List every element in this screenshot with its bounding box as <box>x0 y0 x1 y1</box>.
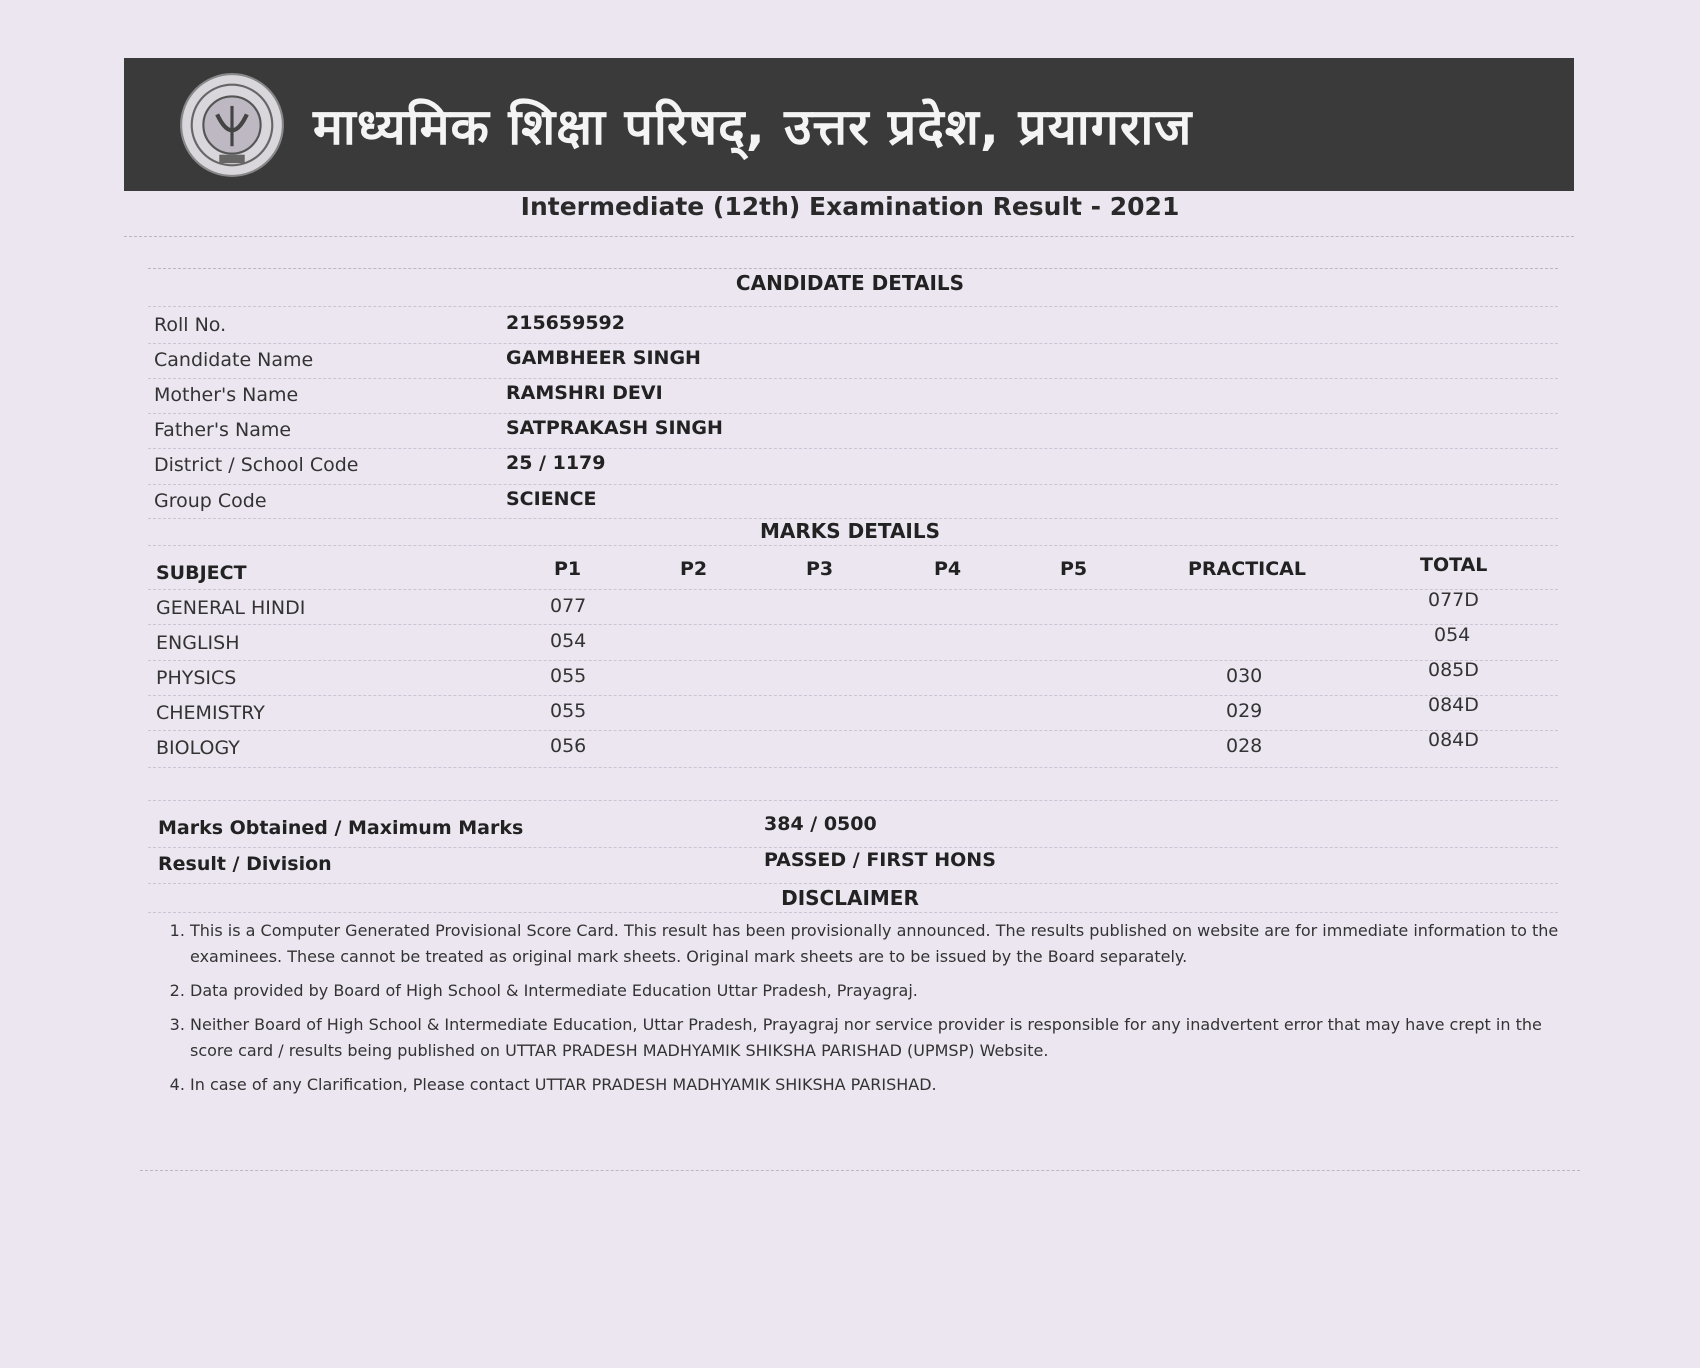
practical-cell: 030 <box>1226 665 1263 687</box>
result-division-value: PASSED / FIRST HONS <box>764 849 996 871</box>
marks-summary-row <box>158 811 1558 847</box>
mother-name-row <box>154 378 1554 413</box>
divider <box>140 1170 1580 1171</box>
divider <box>148 268 1558 269</box>
roll-no-value: 215659592 <box>506 312 625 334</box>
disclaimer-item: 4. In case of any Clarification, Please contact UTTAR PRADESH MADHYAMIK SHIKSHA PARISHAD. <box>190 1072 1580 1098</box>
p1-cell: 055 <box>550 665 587 687</box>
total-cell: 084D <box>1428 694 1479 716</box>
table-row <box>154 661 1554 696</box>
result-division-label: Result / Division <box>158 853 332 875</box>
header-banner <box>124 58 1574 191</box>
practical-cell: 028 <box>1226 735 1263 757</box>
subject-cell: ENGLISH <box>156 632 240 654</box>
disclaimer-heading: DISCLAIMER <box>781 886 919 910</box>
p1-cell: 056 <box>550 735 587 757</box>
table-row <box>154 696 1554 731</box>
p1-cell: 055 <box>550 700 587 722</box>
subject-cell: GENERAL HINDI <box>156 597 306 619</box>
p1-cell: 077 <box>550 595 587 617</box>
total-cell: 085D <box>1428 659 1479 681</box>
table-row <box>154 591 1554 626</box>
subject-cell: CHEMISTRY <box>156 702 265 724</box>
total-cell: 077D <box>1428 589 1479 611</box>
marks-obtained-label: Marks Obtained / Maximum Marks <box>158 817 524 839</box>
result-division-row <box>158 847 1558 883</box>
subject-cell: PHYSICS <box>156 667 237 689</box>
candidate-details-heading: CANDIDATE DETAILS <box>735 271 965 295</box>
candidate-name-label: Candidate Name <box>154 349 314 371</box>
table-row <box>154 626 1554 661</box>
roll-no-label: Roll No. <box>154 314 227 336</box>
disclaimer-list <box>164 918 1580 1098</box>
mother-name-value: RAMSHRI DEVI <box>506 382 663 404</box>
col-practical: PRACTICAL <box>1188 558 1306 580</box>
disclaimer-item: 1. This is a Computer Generated Provisional Score Card. This result has been provisionally announced. The results published on website are for immediate information to the examinees. These cannot be treated as original mark sheets. Original mark sheets are to be issued by the Board separately. <box>190 918 1580 970</box>
group-code-row <box>154 484 1554 519</box>
practical-cell: 029 <box>1226 700 1263 722</box>
disclaimer-item: 3. Neither Board of High School & Intermediate Education, Uttar Pradesh, Prayagraj nor service provider is responsible for any inadvertent error that may have crept in the score card / results being published on UTTAR PRADESH MADHYAMIK SHIKSHA PARISHAD (UPMSP) Website. <box>190 1012 1580 1064</box>
group-code-value: SCIENCE <box>506 488 597 510</box>
col-p5: P5 <box>1060 558 1088 580</box>
total-cell: 054 <box>1434 624 1471 646</box>
board-title: माध्यमिक शिक्षा परिषद्, उत्तर प्रदेश, प्रयागराज <box>313 97 1193 156</box>
table-row <box>154 731 1554 766</box>
divider <box>124 236 1574 237</box>
candidate-name-row <box>154 343 1554 378</box>
col-p3: P3 <box>806 558 834 580</box>
group-code-label: Group Code <box>154 490 267 512</box>
col-p1: P1 <box>554 558 582 580</box>
p1-cell: 054 <box>550 630 587 652</box>
col-subject: SUBJECT <box>156 562 247 584</box>
col-total: TOTAL <box>1420 554 1488 576</box>
up-emblem-icon <box>179 72 285 178</box>
mother-name-label: Mother's Name <box>154 384 299 406</box>
marks-table-header <box>154 554 1554 589</box>
disclaimer-item: 2. Data provided by Board of High School & Intermediate Education Uttar Pradesh, Prayagraj. <box>190 978 1580 1004</box>
marks-obtained-value: 384 / 0500 <box>764 813 877 835</box>
roll-no-row <box>154 308 1554 343</box>
exam-title: Intermediate (12th) Examination Result - 2021 <box>520 192 1180 221</box>
col-p4: P4 <box>934 558 962 580</box>
total-cell: 084D <box>1428 729 1479 751</box>
district-school-label: District / School Code <box>154 454 359 476</box>
district-school-row <box>154 448 1554 483</box>
col-p2: P2 <box>680 558 708 580</box>
district-school-value: 25 / 1179 <box>506 452 606 474</box>
subject-cell: BIOLOGY <box>156 737 240 759</box>
father-name-label: Father's Name <box>154 419 292 441</box>
father-name-row <box>154 413 1554 448</box>
candidate-name-value: GAMBHEER SINGH <box>506 347 701 369</box>
marks-details-heading: MARKS DETAILS <box>759 519 941 543</box>
father-name-value: SATPRAKASH SINGH <box>506 417 723 439</box>
